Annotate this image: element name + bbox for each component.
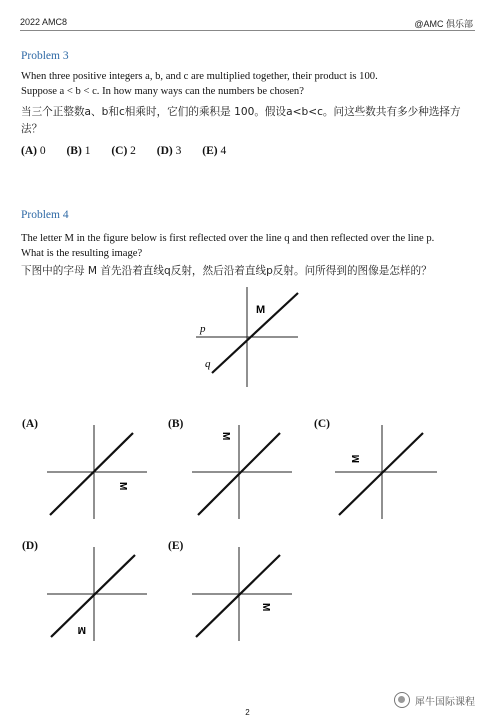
option-e-figure: [190, 545, 295, 643]
problem-3-choices: [21, 145, 244, 157]
option-d-label: (D): [22, 540, 38, 552]
wechat-icon: [394, 692, 410, 708]
option-c-figure: [333, 423, 441, 521]
option-b-letter: M: [220, 432, 231, 441]
watermark: [394, 692, 475, 708]
header-right: @AMC 俱乐部: [414, 19, 473, 29]
problem-3-line-2: Suppose a < b < c. In how many ways can the numbers be chosen?: [21, 86, 304, 97]
problem-4-line-1: The letter M in the figure below is first reflected over the line q and then reflected over the line p.: [21, 233, 435, 244]
option-a-letter: M: [117, 482, 128, 491]
problem-3-title: Problem 3: [21, 50, 69, 62]
choice-b: (B) 1: [66, 145, 91, 157]
option-a-figure: [45, 423, 150, 521]
choice-a: (A) 0: [21, 145, 46, 157]
option-c-label: (C): [314, 418, 330, 430]
option-e-letter: M: [260, 603, 271, 612]
header-divider: [20, 30, 475, 31]
problem-4-chinese: 下图中的字母 M 首先沿着直线q反射，然后沿着直线p反射。问所得到的图像是怎样的？: [21, 265, 432, 277]
line-q: [212, 293, 298, 373]
header-left: 2022 AMC8: [20, 17, 68, 27]
option-e-label: (E): [168, 540, 184, 552]
letter-m: M: [256, 304, 266, 316]
option-b-figure: [190, 423, 295, 521]
option-d-figure: [45, 545, 150, 643]
problem-3-line-1: When three positive integers a, b, and c are multiplied together, their product is 100.: [21, 71, 378, 82]
option-d-letter: M: [77, 624, 86, 635]
problem-4-line-2: What is the resulting image?: [21, 248, 143, 259]
main-figure: [190, 285, 310, 390]
label-p: p: [200, 323, 206, 335]
option-a-label: (A): [22, 418, 38, 430]
choice-d: (D) 3: [156, 145, 182, 157]
choice-e: (E) 4: [202, 145, 227, 157]
problem-4-title: Problem 4: [21, 209, 69, 221]
page-number: 2: [245, 708, 250, 717]
watermark-text: 犀牛国际课程: [415, 696, 475, 708]
choice-c: (C) 2: [111, 145, 136, 157]
option-c-letter: M: [351, 454, 362, 463]
label-q: q: [205, 358, 211, 370]
option-b-label: (B): [168, 418, 184, 430]
problem-3-chinese: 当三个正整数a、b和c相乘时，它们的乘积是 100。假设a<b<c。问这些数共有多少种选择方法？: [21, 106, 461, 135]
